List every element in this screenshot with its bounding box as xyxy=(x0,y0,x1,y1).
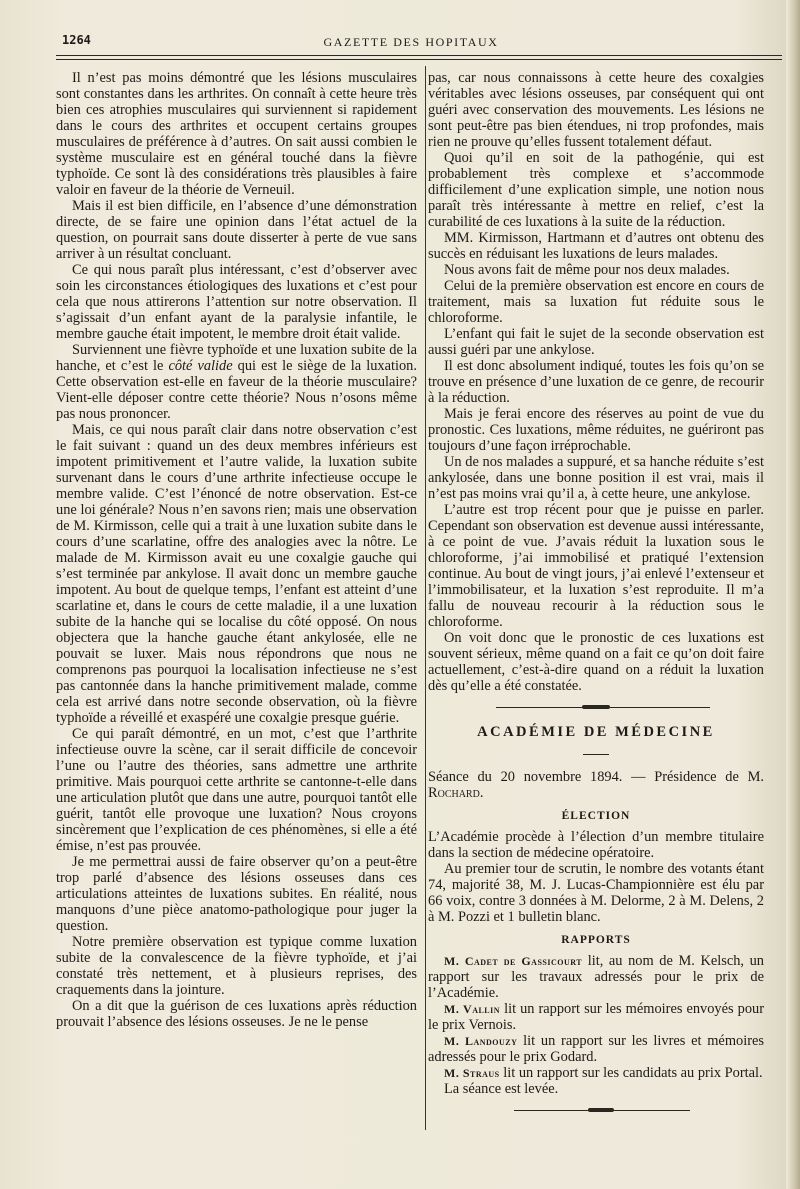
emphasis-text: côté valide xyxy=(168,358,233,374)
paragraph: Je me permettrai aussi de faire observer qu’on a peut-être trop parlé d’absence des lésions osseuses dans ces articulations atteintes de luxations subites. En réalité, nous manquons d’une pièce anatomo-pathologique pour juger la question. xyxy=(56,854,417,934)
ornament-line xyxy=(514,1110,594,1111)
session-text: . xyxy=(479,785,484,801)
paragraph: On a dit que la guérison de ces luxations après réduction prouvait l’absence des lésions osseuses. Je ne le pense xyxy=(56,998,417,1030)
section-ornament xyxy=(428,700,764,714)
ornament-line xyxy=(610,707,710,708)
section-heading: ACADÉMIE DE MÉDECINE xyxy=(477,724,715,740)
paragraph: Au premier tour de scrutin, le nombre des votants étant 74, majorité 38, M. J. Lucas-Championnière est élu par 66 voix, contre 3 données à M. Delorme, 2 à M. Delens, 2 à M. Pozzi et 1 bulletin blanc. xyxy=(428,861,764,925)
paragraph: pas, car nous connaissons à cette heure des coxalgies véritables avec lésions osseuses, par conséquent qui ont guéri avec conservation des mouvements. Les lésions ne sont peut-être pas bien étendues, ni trop profondes, mais rien ne prouve qu’elles fussent totalement défaut. xyxy=(428,70,764,150)
closing-line: La séance est levée. xyxy=(444,1081,559,1097)
paragraph: L’autre est trop récent pour que je puisse en parler. Cependant son observation est devenue aussi intéressante, à ce point de vue. J’avais réduit la luxation sous le chloroforme, j’ai immobilisé et pratiqué l’extension continue. Au bout de vingt jours, j’ai enlevé l’extenseur et l’immobilisateur, et la luxation s’est reproduite. Il m’a fallu de nouveau recourir à la réduction sous le chloroforme. xyxy=(428,502,764,630)
paragraph xyxy=(56,342,417,422)
paragraph: Nous avons fait de même pour nos deux malades. xyxy=(444,262,730,278)
paragraph: Mais je ferai encore des réserves au point de vue du pronostic. Ces luxations, même réduites, ne guériront pas toujours d’une façon irréprochable. xyxy=(428,406,764,454)
header-rule xyxy=(56,55,782,60)
paragraph-text: Surviennent une fièvre typhoïde et une luxation subite de la hanche, et c’est le xyxy=(56,342,417,374)
column-divider xyxy=(425,66,426,1130)
paragraph: Ce qui paraît démontré, en un mot, c’est que l’arthrite infectieuse ouvre la scène, car il serait difficile de concevoir l’une ou l’autre des théories, sans admettre une arthrite primitive. Mais pourquoi cette arthrite se cantonne-t-elle dans une articulation plutôt que dans une autre, pourquoi tantôt elle guérit, tantôt elle provoque une luxation? Nous croyons sincèrement que l’explication de ces phénomènes, si elle a été émise, n’est pas prouvée. xyxy=(56,726,417,854)
speaker-name: M. Landouzy xyxy=(444,1034,518,1048)
paragraph: Mais, ce qui nous paraît clair dans notre observation c’est le fait suivant : quand un des deux membres inférieurs est impotent primitivement et l’autre valide, la luxation subite survenant dans le cours d’une arthrite infectieuse occupe le membre valide. C’est l’énoncé de notre observation. Est-ce une loi générale? Nous n’en savons rien; mais une observation de M. Kirmisson, celle qui a trait à une luxation subite dans le cours d’une scarlatine, offre des analogies avec la nôtre. Le malade de M. Kirmisson avait eu une coxalgie gauche qui s’est terminée par ankylose. Il avait donc un membre gauche impotent. Au bout de quelque temps, l’enfant est atteint d’une scarlatine et, dans le cours de cette maladie, il a une luxation subite de la hanche qui se localise du côté opposé. On nous objectera que la hanche gauche étant ankylosée, elle ne pouvait se luxer. Mais nous répondrons que nous ne comprenons pas pourquoi la localisation infectieuse ne s’est pas cantonnée dans la hanche primitivement malade, comme cela est arrivé dans notre seconde observation, où la fièvre typhoïde a réveillé et exaspéré une coxalgie presque guérie. xyxy=(56,422,417,726)
session-line xyxy=(428,769,764,801)
rapport-text: lit un rapport sur les mémoires envoyés pour le prix Vernois. xyxy=(428,1001,764,1033)
ornament-line xyxy=(610,1110,690,1111)
paragraph: Un de nos malades a suppuré, et sa hanche réduite s’est ankylosée, dans une bonne position il est vrai, mais il n’est pas moins vrai qu’il a, à cette heure, une ankylose. xyxy=(428,454,764,502)
rapport-text: lit, au nom de M. Kelsch, un rapport sur les travaux adressés pour le prix de l’Académie. xyxy=(428,953,764,1001)
page-edge xyxy=(786,0,800,1189)
rapport-item xyxy=(428,953,764,1001)
speaker-name: M. Vallin xyxy=(444,1002,501,1016)
rapport-item xyxy=(428,1001,764,1033)
paragraph: Il n’est pas moins démontré que les lésions musculaires sont constantes dans les arthrites. On connaît à cette heure très bien ces atrophies musculaires qui surviennent si rapidement dans le cours des arthrites et occupent certains groupes musculaires de préférence à d’autres. On sait aussi combien le système musculaire est en général touché dans la fièvre typhoïde. Ce sont là des considérations très plausibles à faire valoir en faveur de la théorie de Verneuil. xyxy=(56,70,417,198)
journal-title: GAZETTE DES HOPITAUX xyxy=(323,35,499,49)
paragraph: L’Académie procède à l’élection d’un membre titulaire dans la section de médecine opératoire. xyxy=(428,829,764,861)
speaker-name: M. Cadet de Gassicourt xyxy=(444,954,583,968)
speaker-name: M. Straus xyxy=(444,1066,500,1080)
session-text: Séance du 20 novembre 1894. — Présidence de M. xyxy=(428,769,764,785)
rapport-item xyxy=(428,1033,764,1065)
paragraph: Notre première observation est typique comme luxation subite de la convalescence de la fièvre typhoïde, et j’ai constaté très nettement, et à plusieurs reprises, des craquements dans la jointure. xyxy=(56,934,417,998)
paragraph: Ce qui nous paraît plus intéressant, c’est d’observer avec soin les circonstances étiologiques des luxations et c’est pour cela que nous attirerons l’attention sur notre observation. Il s’agissait d’un enfant ayant de la paralysie infantile, le membre gauche était impotent, le membre droit était valide. xyxy=(56,262,417,342)
ornament-diamond xyxy=(582,705,610,709)
right-column xyxy=(428,70,764,1117)
paragraph: Il est donc absolument indiqué, toutes les fois qu’on se trouve en présence d’une luxation de ce genre, de recourir à la réduction. xyxy=(428,358,764,406)
paragraph: Quoi qu’il en soit de la pathogénie, qui est probablement très complexe et s’accommode difficilement d’une explication simple, une notion nous paraît très intéressante à mettre en relief, c’est la curabilité de ces luxations à la suite de la réduction. xyxy=(428,150,764,230)
rapport-text: lit un rapport sur les candidats au prix Portal. xyxy=(499,1065,763,1081)
heading-rule xyxy=(583,754,609,755)
rapport-text: lit un rapport sur les livres et mémoires adressés pour le prix Godard. xyxy=(428,1033,764,1065)
page-header xyxy=(56,33,766,53)
election-heading: ÉLECTION xyxy=(561,810,631,822)
left-column xyxy=(56,70,417,1030)
paragraph: Celui de la première observation est encore en cours de traitement, mais sa luxation fut réduite sous le chloroforme. xyxy=(428,278,764,326)
end-ornament xyxy=(428,1103,764,1117)
president-name: Rochard xyxy=(428,785,480,801)
rapports-heading: RAPPORTS xyxy=(561,934,631,946)
page-number: 1264 xyxy=(62,33,91,47)
paragraph: MM. Kirmisson, Hartmann et d’autres ont obtenu des succès en réduisant les luxations de leurs malades. xyxy=(428,230,764,262)
paragraph-text: qui est le siège de la luxation. Cette observation est-elle en faveur de la théorie musculaire? Vient-elle déposer contre cette théorie? Nous n’osons même pas nous prononcer. xyxy=(56,358,417,422)
paragraph: Mais il est bien difficile, en l’absence d’une démonstration directe, de se faire une opinion dans l’état actuel de la question, on pourrait sans doute disserter à perte de vue sans arriver à un résultat concluant. xyxy=(56,198,417,262)
ornament-line xyxy=(496,707,596,708)
rapport-item xyxy=(428,1065,764,1081)
paragraph: On voit donc que le pronostic de ces luxations est souvent sérieux, même quand on a fait ce qu’on doit faire actuellement, c’est-à-dire quand on a réduit la luxation dès qu’elle a été constatée. xyxy=(428,630,764,694)
paragraph: L’enfant qui fait le sujet de la seconde observation est aussi guéri par une ankylose. xyxy=(428,326,764,358)
